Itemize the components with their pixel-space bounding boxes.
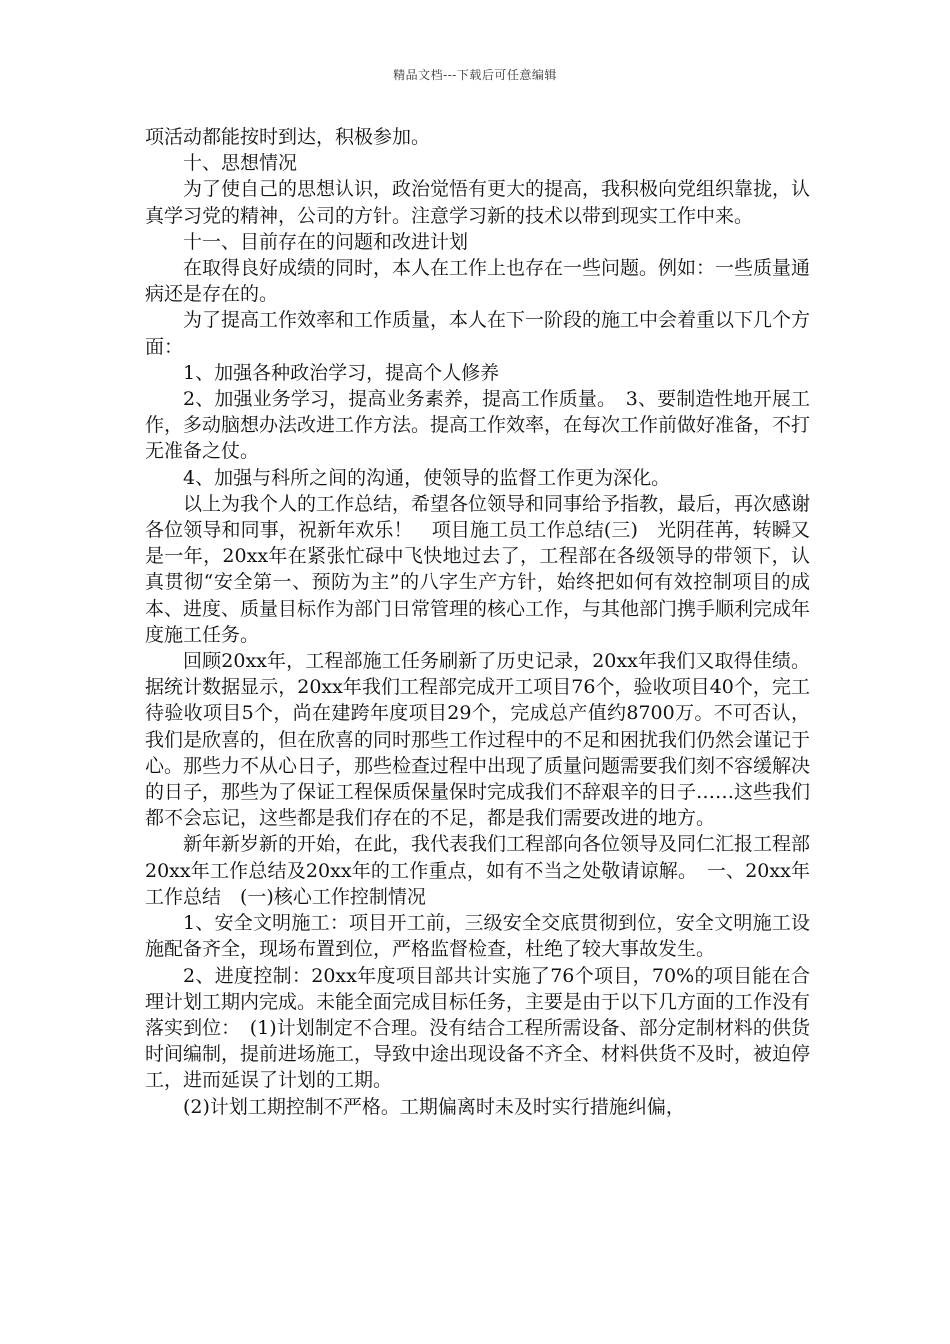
- paragraph: 为了使自己的思想认识，政治觉悟有更大的提高，我积极向党组织靠拢，认真学习党的精神，公司的方针。注意学习新的技术以带到现实工作中来。: [145, 178, 811, 227]
- page-header: 精品文档---下载后可任意编辑: [393, 68, 557, 82]
- paragraph: 以上为我个人的工作总结，希望各位领导和同事给予指教，最后，再次感谢各位领导和同事，祝新年欢乐！ 项目施工员工作总结(三) 光阴荏苒，转瞬又是一年，20xx年在紧张忙碌中飞快地过去了，工程部在各级领导的带领下，认真贯彻“安全第一、预防为主”的八字生产方针，始终把如何有效控制项目的成本、进度、质量目标作为部门日常管理的核心工作，与其他部门携手顺利完成年度施工任务。: [145, 492, 811, 646]
- paragraph: 为了提高工作效率和工作质量，本人在下一阶段的施工中会着重以下几个方面：: [145, 309, 811, 358]
- paragraph: 2、进度控制：20xx年度项目部共计实施了76个项目，70%的项目能在合理计划工期内完成。未能全面完成目标任务，主要是由于以下几方面的工作没有落实到位： (1)计划制定不合理。没有结合工程所需设备、部分定制材料的供货时间编制，提前进场施工，导致中途出现设备不齐全、材料供货不及时，被迫停工，进而延误了计划的工期。: [145, 964, 811, 1092]
- section-heading: 十一、目前存在的问题和改进计划: [183, 230, 469, 253]
- list-item: 2、加强业务学习，提高业务素养，提高工作质量。 3、要制造性地开展工作，多动脑想办法改进工作方法。提高工作效率，在每次工作前做好准备，不打无准备之仗。: [145, 388, 811, 463]
- document-body: [145, 124, 810, 1120]
- section-heading: 十、思想情况: [183, 152, 298, 175]
- paragraph: 1、安全文明施工：项目开工前，三级安全交底贯彻到位，安全文明施工设施配备齐全，现场布置到位，严格监督检查，杜绝了较大事故发生。: [145, 912, 810, 961]
- paragraph: (2)计划工期控制不严格。工期偏离时未及时实行措施纠偏，: [183, 1095, 685, 1118]
- list-item: 4、加强与科所之间的沟通，使领导的监督工作更为深化。: [183, 466, 671, 489]
- paragraph: 项活动都能按时到达，积极参加。: [145, 126, 431, 148]
- list-item: 1、加强各种政治学习，提高个人修养: [183, 361, 500, 384]
- paragraph: 在取得良好成绩的同时，本人在工作上也存在一些问题。例如：一些质量通病还是存在的。: [145, 257, 811, 306]
- paragraph: 新年新岁新的开始，在此，我代表我们工程部向各位领导及同仁汇报工程部20xx年工作总结及20xx年的工作重点，如有不当之处敬请谅解。 一、20xx年工作总结 (一)核心工作控制情况: [145, 833, 811, 908]
- paragraph: 回顾20xx年，工程部施工任务刷新了历史记录，20xx年我们又取得佳绩。据统计数据显示，20xx年我们工程部完成开工项目76个，验收项目40个，完工待验收项目5个，尚在建跨年度项目29个，完成总产值约8700万。不可否认，我们是欣喜的，但在欣喜的同时那些工作过程中的不足和困扰我们仍然会谨记于心。那些力不从心日子，那些检查过程中出现了质量问题需要我们刻不容缓解决的日子，那些为了保证工程保质保量保时完成我们不辞艰辛的日子……这些我们都不会忘记，这些都是我们存在的不足，都是我们需要改进的地方。: [145, 650, 811, 830]
